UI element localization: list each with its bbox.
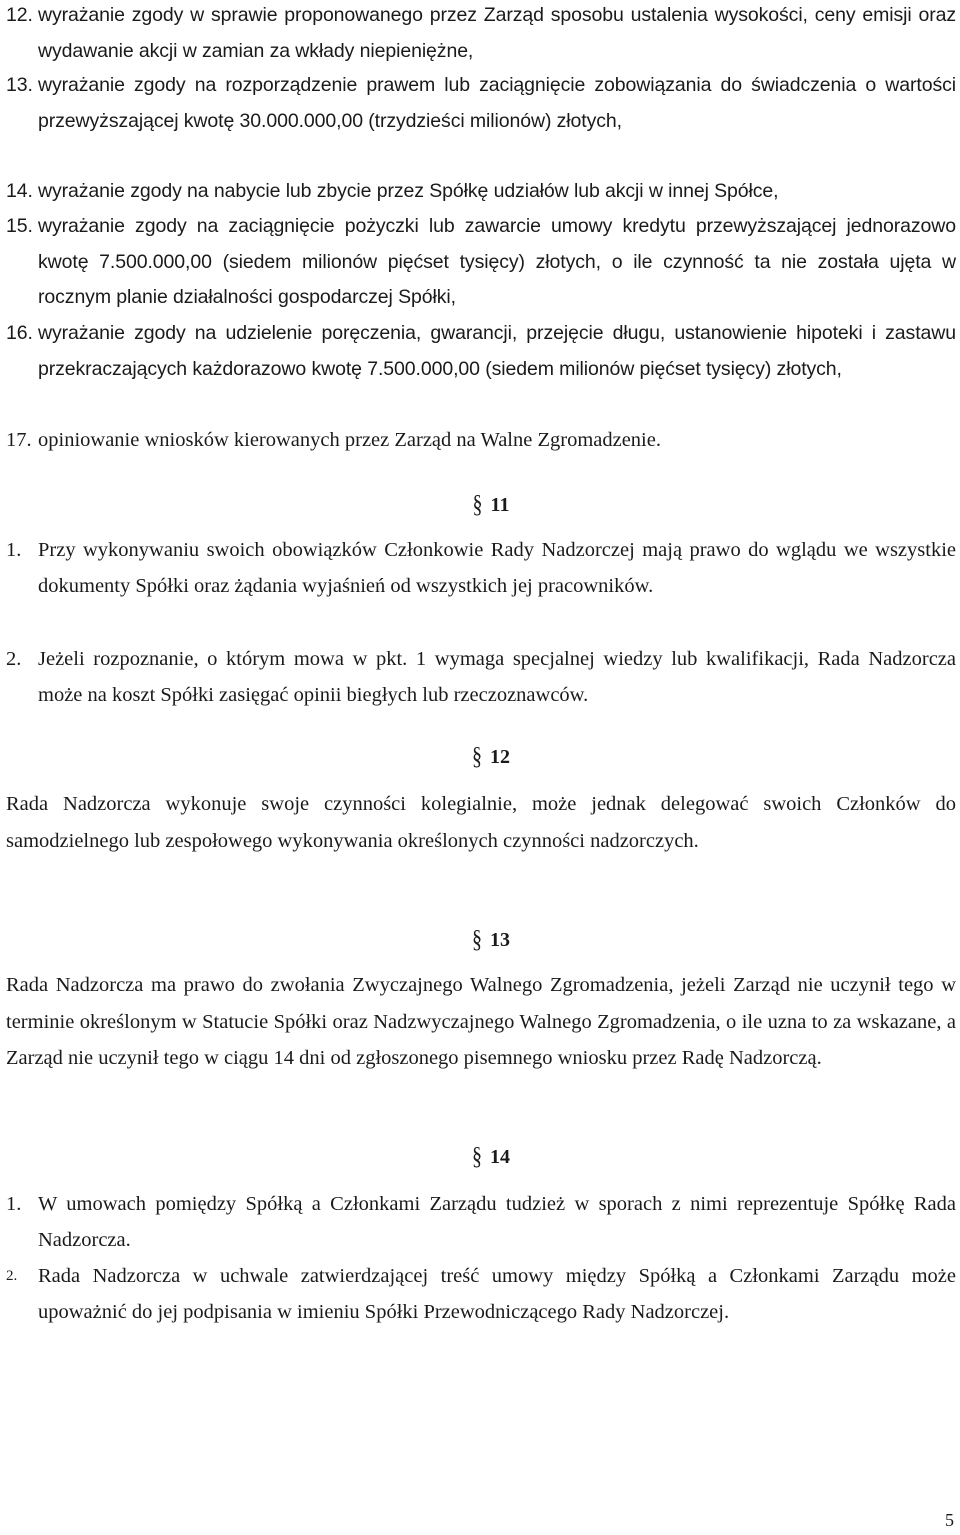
list-item-number: 16. [6,322,33,344]
section-symbol: § [472,491,483,519]
list-item-text: Jeżeli rozpoznanie, o którym mowa w pkt. 1 wymaga specjalnej wiedzy lub kwalifikacji, Rada Nadzorcza może na koszt Spółki zasięgać opinii biegłych lub rzeczoznawców. [38,648,956,706]
list-item-number: 14. [6,180,33,202]
section-11-item-2 [6,642,956,713]
list-item-13 [6,68,956,139]
list-item-17 [6,423,956,459]
list-item-14 [6,174,956,210]
section-number: 14 [490,1146,510,1168]
section-number: 13 [490,929,510,951]
section-number: 12 [490,746,510,768]
list-item-text: opiniowanie wniosków kierowanych przez Zarząd na Walne Zgromadzenie. [38,429,661,451]
list-item-number: 2. [6,648,22,670]
list-item-15 [6,209,956,316]
section-14-item-2 [6,1259,956,1330]
section-heading-13 [0,925,960,955]
page-number: 5 [945,1510,954,1530]
list-item-number: 12. [6,4,33,26]
list-item-number: 1. [6,1193,22,1215]
section-symbol: § [472,1143,482,1171]
section-symbol: § [472,926,482,954]
section-number: 11 [490,494,510,516]
list-item-number: 1. [6,539,22,561]
list-item-text: wyrażanie zgody w sprawie proponowanego przez Zarząd sposobu ustalenia wysokości, ceny emisji oraz wydawanie akcji w zamian za wkłady niepieniężne, [38,4,956,62]
list-item-number: 15. [6,215,33,237]
list-item-text: wyrażanie zgody na udzielenie poręczenia, gwarancji, przejęcie długu, ustanowienie hipoteki i zastawu przekraczających każdorazowo kwotę 7.500.000,00 (siedem milionów pięćset tysięcy) złotych, [38,322,956,380]
list-item-number: 2. [6,1268,18,1284]
section-heading-11 [0,490,960,520]
section-11-item-1 [6,533,956,604]
list-item-text: wyrażanie zgody na nabycie lub zbycie przez Spółkę udziałów lub akcji w innej Spółce, [38,180,779,202]
list-item-number: 17. [6,429,32,451]
section-13-paragraph: Rada Nadzorcza ma prawo do zwołania Zwyczajnego Walnego Zgromadzenia, jeżeli Zarząd nie uczynił tego w terminie określonym w Statucie Spółki oraz Nadzwyczajnego Walnego Zgromadzenia, o ile uzna to za wskazane, a Zarząd nie uczynił tego w ciągu 14 dni od zgłoszonego pisemnego wniosku przez Radę Nadzorczą. [6,974,956,1069]
list-item-text: wyrażanie zgody na zaciągnięcie pożyczki lub zawarcie umowy kredytu przewyższającej jednorazowo kwotę 7.500.000,00 (siedem milionów pięćset tysięcy) złotych, o ile czynność ta nie została ujęta w rocznym planie działalności gospodarczej Spółki, [38,215,956,308]
section-14-item-1 [6,1187,956,1258]
list-item-text: wyrażanie zgody na rozporządzenie prawem lub zaciągnięcie zobowiązania do świadczenia o wartości przewyższającej kwotę 30.000.000,00 (trzydzieści milionów) złotych, [38,74,956,132]
section-12-paragraph: Rada Nadzorcza wykonuje swoje czynności kolegialnie, może jednak delegować swoich Członków do samodzielnego lub zespołowego wykonywania określonych czynności nadzorczych. [6,793,956,852]
section-heading-14 [0,1142,960,1172]
list-item-text: W umowach pomiędzy Spółką a Członkami Zarządu tudzież w sporach z nimi reprezentuje Spółkę Rada Nadzorcza. [38,1193,956,1251]
list-item-16 [6,316,956,387]
list-item-number: 13. [6,74,33,96]
section-symbol: § [472,743,482,771]
list-item-text: Rada Nadzorcza w uchwale zatwierdzającej treść umowy między Spółką a Członkami Zarządu może upoważnić do jej podpisania w imieniu Spółki Przewodniczącego Rady Nadzorczej. [38,1265,956,1323]
list-item-12 [6,0,956,69]
section-heading-12 [0,742,960,772]
list-item-text: Przy wykonywaniu swoich obowiązków Członkowie Rady Nadzorczej mają prawo do wglądu we wszystkie dokumenty Spółki oraz żądania wyjaśnień od wszystkich jej pracowników. [38,539,956,597]
